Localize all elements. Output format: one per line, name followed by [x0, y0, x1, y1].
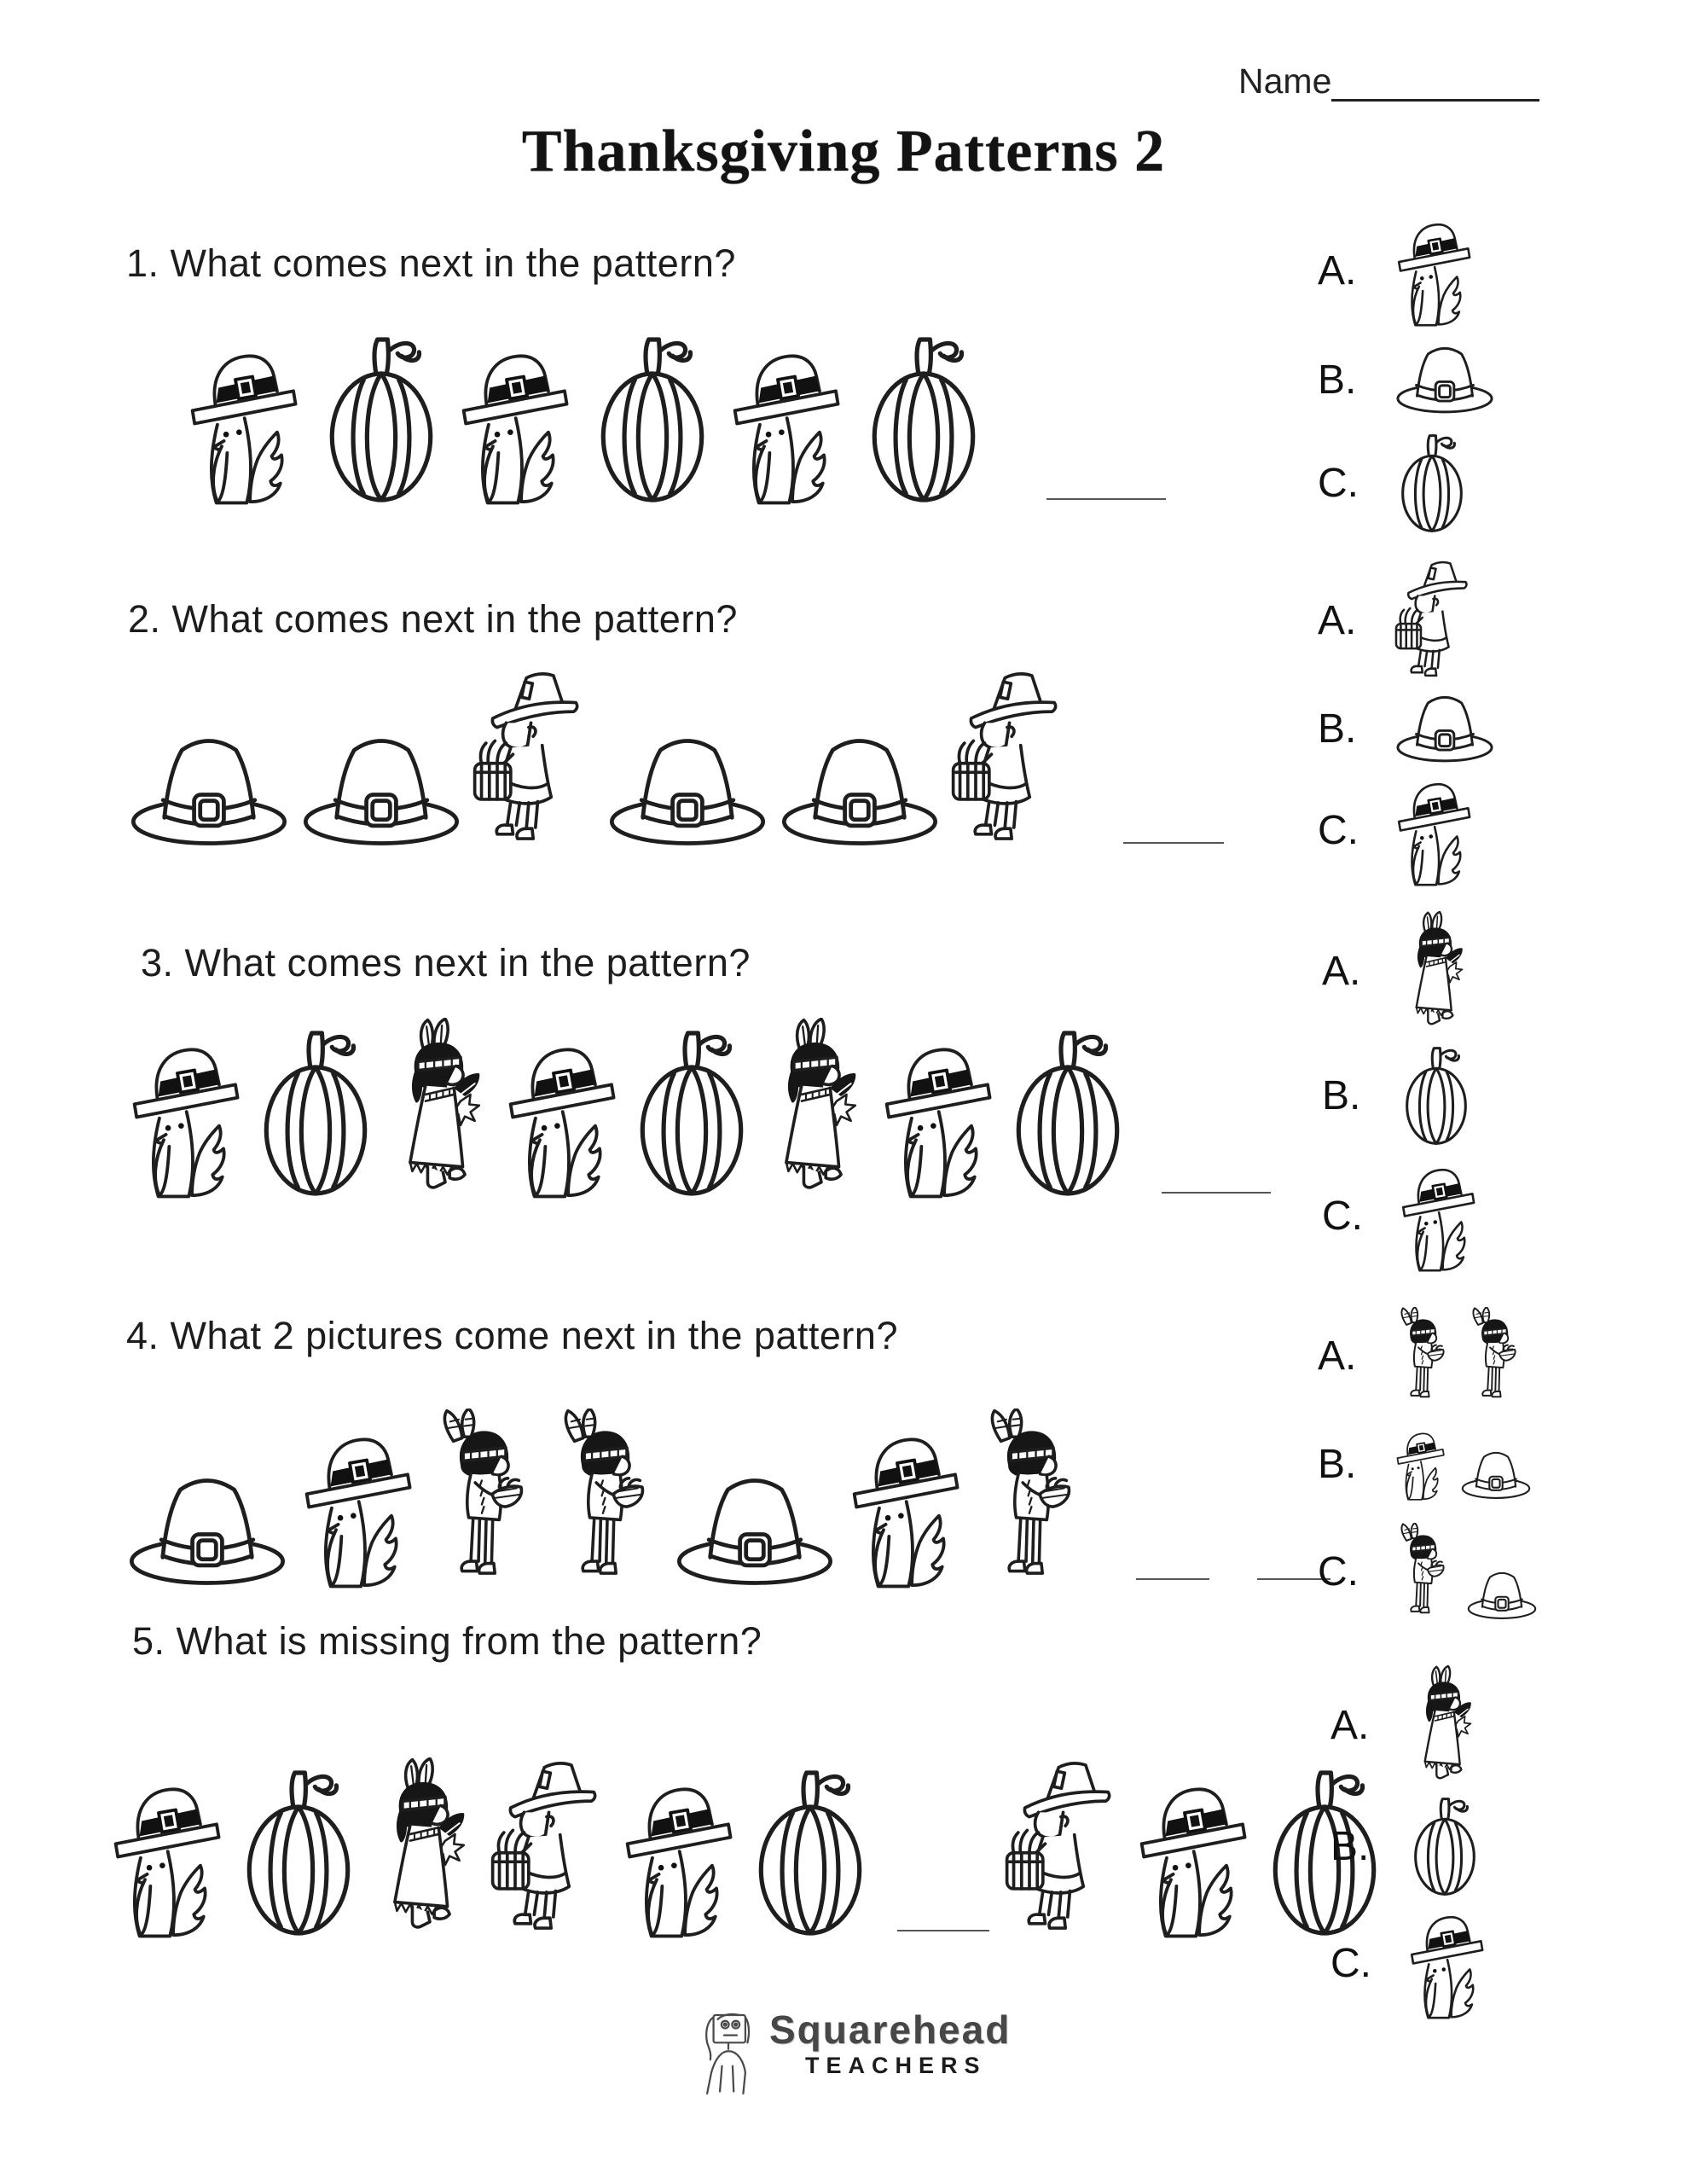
- pilgrim-boy-with-basket-icon: [472, 669, 596, 849]
- native-american-boy-with-basket-icon: [553, 1409, 662, 1589]
- answer-blank[interactable]: [1046, 498, 1166, 500]
- question-3-option-a[interactable]: [1322, 911, 1481, 1031]
- native-american-boy-with-basket-icon: [1466, 1307, 1526, 1405]
- question-3-prompt: 3. What comes next in the pattern?: [141, 941, 751, 985]
- question-4-pattern-sequence: [126, 1404, 1330, 1589]
- pumpkin-icon: [1394, 433, 1470, 534]
- native-american-boy-with-basket-icon: [1394, 1523, 1454, 1621]
- question-3-option-b[interactable]: [1322, 1045, 1481, 1147]
- option-letter: B.: [1330, 1824, 1370, 1869]
- turkey-with-pilgrim-hat-icon: [728, 342, 848, 505]
- option-icons: [1399, 1160, 1481, 1272]
- question-5-option-a[interactable]: [1330, 1665, 1489, 1786]
- pilgrim-hat-icon: [128, 734, 290, 849]
- native-american-girl-with-corn-icon: [368, 1757, 484, 1938]
- pilgrim-hat-icon: [1394, 693, 1495, 764]
- option-icons: [1407, 1665, 1484, 1786]
- pilgrim-boy-with-basket-icon: [951, 669, 1075, 849]
- pumpkin-icon: [1005, 1028, 1131, 1199]
- answer-blank[interactable]: [1136, 1578, 1209, 1580]
- question-1-pattern-sequence: [186, 334, 1166, 505]
- option-icons: [1399, 911, 1475, 1031]
- brand-name: Squarehead: [769, 2007, 1012, 2052]
- question-2-prompt: 2. What comes next in the pattern?: [128, 597, 738, 641]
- option-icons: [1394, 1427, 1532, 1501]
- question-2-pattern-sequence: [128, 669, 1224, 849]
- question-5-options: [1330, 1665, 1489, 2019]
- pumpkin-icon: [1399, 1045, 1474, 1147]
- pumpkin-icon: [1407, 1796, 1482, 1897]
- pilgrim-hat-icon: [300, 734, 462, 849]
- question-1-option-a[interactable]: [1318, 215, 1495, 327]
- squarehead-figure-icon: [693, 2007, 764, 2102]
- question-4-option-a[interactable]: [1318, 1307, 1538, 1405]
- question-3-option-c[interactable]: [1322, 1160, 1481, 1272]
- pumpkin-icon: [861, 334, 987, 505]
- turkey-with-pilgrim-hat-icon: [621, 1775, 740, 1938]
- pumpkin-icon: [629, 1028, 755, 1199]
- option-icons: [1394, 775, 1476, 886]
- pilgrim-boy-with-basket-icon: [490, 1758, 614, 1938]
- option-letter: C.: [1330, 1941, 1371, 1986]
- question-2-option-c[interactable]: [1318, 775, 1495, 886]
- question-3-pattern-sequence: [128, 1018, 1271, 1199]
- option-icons: [1399, 1045, 1474, 1147]
- answer-blank[interactable]: [1123, 842, 1224, 844]
- option-icons: [1394, 215, 1476, 327]
- turkey-with-pilgrim-hat-icon: [1399, 1160, 1481, 1272]
- turkey-with-pilgrim-hat-icon: [300, 1426, 420, 1589]
- native-american-girl-with-corn-icon: [1399, 911, 1475, 1031]
- option-icons: [1407, 1908, 1489, 2019]
- option-icons: [1394, 559, 1480, 682]
- native-american-boy-with-basket-icon: [432, 1409, 541, 1589]
- turkey-with-pilgrim-hat-icon: [186, 342, 305, 505]
- turkey-with-pilgrim-hat-icon: [109, 1775, 229, 1938]
- brand-subtitle: TEACHERS: [805, 2053, 987, 2078]
- pilgrim-boy-with-basket-icon: [1005, 1758, 1128, 1938]
- option-letter: A.: [1330, 1703, 1370, 1748]
- pilgrim-hat-icon: [1394, 344, 1495, 415]
- option-letter: C.: [1322, 1194, 1363, 1239]
- turkey-with-pilgrim-hat-icon: [1407, 1908, 1489, 2019]
- question-3-options: [1322, 911, 1481, 1272]
- pilgrim-hat-icon: [606, 734, 768, 849]
- native-american-boy-with-basket-icon: [1394, 1307, 1454, 1405]
- pilgrim-boy-with-basket-icon: [1394, 559, 1480, 682]
- page-title: Thanksgiving Patterns 2: [521, 119, 1166, 184]
- question-2-option-a[interactable]: [1318, 559, 1495, 682]
- question-4-prompt: 4. What 2 pictures come next in the pattern?: [126, 1314, 898, 1357]
- turkey-with-pilgrim-hat-icon: [1394, 215, 1476, 327]
- turkey-with-pilgrim-hat-icon: [1394, 1427, 1448, 1501]
- question-1-prompt: 1. What comes next in the pattern?: [126, 241, 736, 285]
- option-letter: A.: [1318, 1333, 1357, 1379]
- question-5-option-c[interactable]: [1330, 1908, 1489, 2019]
- pilgrim-hat-icon: [674, 1473, 836, 1589]
- question-2-options: [1318, 559, 1495, 886]
- question-1-option-c[interactable]: [1318, 433, 1495, 534]
- option-icons: [1394, 1523, 1538, 1621]
- brand-text-block: [769, 2007, 1011, 2079]
- turkey-with-pilgrim-hat-icon: [504, 1036, 623, 1199]
- pumpkin-icon: [589, 334, 716, 505]
- name-field: [1238, 60, 1539, 102]
- pilgrim-hat-icon: [1466, 1570, 1538, 1621]
- option-letter: B.: [1318, 706, 1357, 752]
- question-4-option-b[interactable]: [1318, 1427, 1538, 1501]
- question-1-options: [1318, 215, 1495, 534]
- pumpkin-icon: [318, 334, 444, 505]
- option-letter: A.: [1318, 598, 1357, 643]
- option-letter: C.: [1318, 461, 1359, 506]
- turkey-with-pilgrim-hat-icon: [848, 1426, 967, 1589]
- pilgrim-hat-icon: [1460, 1449, 1532, 1501]
- answer-blank[interactable]: [897, 1930, 989, 1931]
- option-letter: A.: [1318, 248, 1357, 293]
- option-icons: [1394, 693, 1495, 764]
- turkey-with-pilgrim-hat-icon: [1394, 775, 1476, 886]
- pumpkin-icon: [235, 1768, 362, 1938]
- pilgrim-hat-icon: [779, 734, 941, 849]
- answer-blank[interactable]: [1162, 1192, 1271, 1194]
- pumpkin-icon: [252, 1028, 379, 1199]
- native-american-girl-with-corn-icon: [1407, 1665, 1484, 1786]
- pumpkin-icon: [747, 1768, 873, 1938]
- question-1-option-b[interactable]: [1318, 344, 1495, 415]
- name-input-line[interactable]: [1331, 60, 1539, 102]
- option-icons: [1394, 344, 1495, 415]
- name-label: Name: [1238, 61, 1332, 101]
- native-american-girl-with-corn-icon: [760, 1018, 875, 1199]
- native-american-boy-with-basket-icon: [979, 1409, 1088, 1589]
- turkey-with-pilgrim-hat-icon: [880, 1036, 1000, 1199]
- turkey-with-pilgrim-hat-icon: [457, 342, 577, 505]
- option-letter: B.: [1318, 357, 1357, 403]
- question-5-prompt: 5. What is missing from the pattern?: [132, 1619, 762, 1663]
- question-4-option-c[interactable]: [1318, 1523, 1538, 1621]
- turkey-with-pilgrim-hat-icon: [1135, 1775, 1255, 1938]
- option-letter: C.: [1318, 1549, 1359, 1594]
- question-5-option-b[interactable]: [1330, 1796, 1489, 1897]
- option-icons: [1407, 1796, 1482, 1897]
- question-5-pattern-sequence: [109, 1757, 1388, 1938]
- option-icons: [1394, 1307, 1526, 1405]
- pilgrim-hat-icon: [126, 1473, 288, 1589]
- option-letter: C.: [1318, 808, 1359, 853]
- option-icons: [1394, 433, 1470, 534]
- publisher-logo: [693, 2007, 1011, 2102]
- option-letter: B.: [1322, 1073, 1361, 1118]
- native-american-girl-with-corn-icon: [384, 1018, 499, 1199]
- option-letter: B.: [1318, 1441, 1357, 1487]
- question-4-options: [1318, 1307, 1538, 1621]
- question-2-option-b[interactable]: [1318, 693, 1495, 764]
- turkey-with-pilgrim-hat-icon: [128, 1036, 247, 1199]
- option-letter: A.: [1322, 949, 1361, 994]
